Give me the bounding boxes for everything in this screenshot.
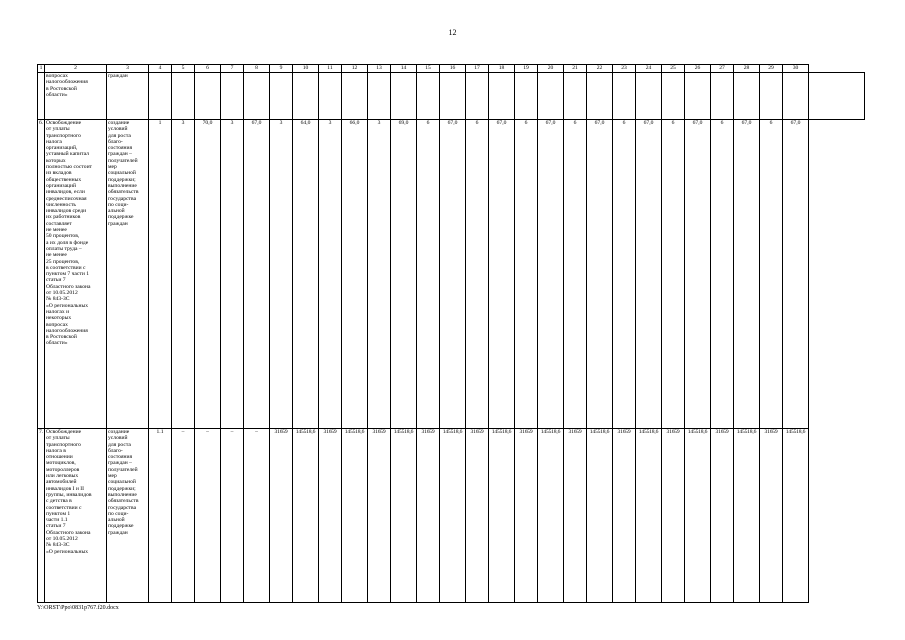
value-cell: 3 bbox=[172, 120, 195, 429]
value-cell: 3 bbox=[368, 120, 391, 429]
table-row-continued bbox=[38, 73, 865, 120]
value-cell: 6 bbox=[466, 120, 489, 429]
value-cell: 1.1 bbox=[149, 429, 172, 603]
table-row-6 bbox=[38, 120, 865, 429]
value-cell: 145518,6 bbox=[538, 429, 564, 603]
measure-goal-cell: граждан bbox=[107, 73, 149, 120]
indicator-table bbox=[37, 64, 865, 603]
value-cell: – bbox=[244, 429, 270, 603]
header-cell: 4 bbox=[149, 65, 172, 73]
header-cell: 19 bbox=[515, 65, 538, 73]
value-cell: 145518,6 bbox=[342, 429, 368, 603]
value-cell: 3 bbox=[270, 120, 293, 429]
header-cell: 18 bbox=[489, 65, 515, 73]
measure-description-cell: Освобождение от уплаты транспортного налога в отношении мотоциклов, мотороллеров или легковых автомобилей инвалидов I и II группы, инвалидов с детства в соответствии с пунктом 1 части 1.1 статьи 7 Областного закона от 10.05.2012 № 843-ЗС «О региональных bbox=[45, 429, 107, 603]
value-cell: 31659 bbox=[711, 429, 734, 603]
value-cell bbox=[489, 73, 515, 120]
value-cell bbox=[783, 73, 809, 120]
value-cell: 31659 bbox=[564, 429, 587, 603]
page-number: 12 bbox=[448, 28, 457, 37]
value-cell: – bbox=[221, 429, 244, 603]
value-cell bbox=[711, 73, 734, 120]
value-cell: 31659 bbox=[662, 429, 685, 603]
value-cell bbox=[270, 73, 293, 120]
value-cell bbox=[515, 73, 538, 120]
header-cell: 9 bbox=[270, 65, 293, 73]
header-row bbox=[38, 65, 865, 73]
header-cell: 29 bbox=[760, 65, 783, 73]
value-cell bbox=[293, 73, 319, 120]
value-cell bbox=[342, 73, 368, 120]
value-cell: 67,0 bbox=[734, 120, 760, 429]
header-cell: 25 bbox=[662, 65, 685, 73]
value-cell bbox=[564, 73, 587, 120]
value-cell: 145518,6 bbox=[489, 429, 515, 603]
value-cell: 31659 bbox=[466, 429, 489, 603]
measure-description-cell: Освобождение от уплаты транспортного налога организаций, уставный капитал которых полностью состоит из вкладов общественных организаций инвалидов, если среднесписочная численность инвалидов среди их работников составляет не менее 50 процентов, а их доля в фонде оплаты труда – не менее 25 процентов, в соответствии с пунктом 7 части 1 статьи 7 Областного закона от 10.05.2012 № 843-ЗС «О региональных налогах и некоторых вопросах налогообложения в Ростовской области» bbox=[45, 120, 107, 429]
value-cell: 70,0 bbox=[195, 120, 221, 429]
header-cell: 13 bbox=[368, 65, 391, 73]
value-cell: 145518,6 bbox=[685, 429, 711, 603]
value-cell: 69,0 bbox=[391, 120, 417, 429]
value-cell: 6 bbox=[760, 120, 783, 429]
value-cell bbox=[319, 73, 342, 120]
value-cell: 145518,6 bbox=[391, 429, 417, 603]
header-cell: 16 bbox=[440, 65, 466, 73]
value-cell bbox=[417, 73, 440, 120]
value-cell: – bbox=[172, 429, 195, 603]
value-cell bbox=[195, 73, 221, 120]
value-cell: 3 bbox=[319, 120, 342, 429]
value-cell: 31659 bbox=[417, 429, 440, 603]
measure-goal-cell: создание условий для роста благо- состояния граждан – получателей мер социальной поддержки; выполнение обязательств государства по соци- альной поддержке граждан bbox=[107, 429, 149, 603]
value-cell: 145518,6 bbox=[293, 429, 319, 603]
value-cell: – bbox=[195, 429, 221, 603]
value-cell bbox=[391, 73, 417, 120]
value-cell: 6 bbox=[515, 120, 538, 429]
value-cell bbox=[613, 73, 636, 120]
value-cell bbox=[221, 73, 244, 120]
header-cell: 21 bbox=[564, 65, 587, 73]
value-cell: 67,0 bbox=[440, 120, 466, 429]
value-cell: 31659 bbox=[760, 429, 783, 603]
value-cell bbox=[172, 73, 195, 120]
value-cell: 6 bbox=[711, 120, 734, 429]
value-cell bbox=[440, 73, 466, 120]
header-cell: 2 bbox=[45, 65, 107, 73]
value-cell: 6 bbox=[564, 120, 587, 429]
header-cell: 3 bbox=[107, 65, 149, 73]
header-cell: 14 bbox=[391, 65, 417, 73]
value-cell: 145518,6 bbox=[587, 429, 613, 603]
value-cell: 67,0 bbox=[538, 120, 564, 429]
header-cell: 8 bbox=[244, 65, 270, 73]
measure-description-cell: вопросах налогообложения в Ростовской области» bbox=[45, 73, 107, 120]
row-number-cell: 6. bbox=[38, 120, 45, 429]
header-cell: 24 bbox=[636, 65, 662, 73]
value-cell: 3 bbox=[221, 120, 244, 429]
header-cell: 10 bbox=[293, 65, 319, 73]
value-cell bbox=[685, 73, 711, 120]
header-cell: 11 bbox=[319, 65, 342, 73]
value-cell bbox=[809, 73, 865, 120]
value-cell bbox=[760, 73, 783, 120]
value-cell: 31659 bbox=[319, 429, 342, 603]
value-cell: 67,0 bbox=[636, 120, 662, 429]
header-cell: 5 bbox=[172, 65, 195, 73]
row-number-cell: 7. bbox=[38, 429, 45, 603]
value-cell: 6 bbox=[417, 120, 440, 429]
value-cell: 66,0 bbox=[342, 120, 368, 429]
value-cell: 145518,6 bbox=[783, 429, 809, 603]
header-cell: 12 bbox=[342, 65, 368, 73]
header-cell: 7 bbox=[221, 65, 244, 73]
header-cell: 23 bbox=[613, 65, 636, 73]
value-cell: 31659 bbox=[270, 429, 293, 603]
header-cell: 26 bbox=[685, 65, 711, 73]
value-cell: 145518,6 bbox=[734, 429, 760, 603]
value-cell bbox=[538, 73, 564, 120]
value-cell: 67,0 bbox=[489, 120, 515, 429]
value-cell bbox=[734, 73, 760, 120]
value-cell: 67,0 bbox=[244, 120, 270, 429]
row-number-cell bbox=[38, 73, 45, 120]
value-cell: 31659 bbox=[368, 429, 391, 603]
value-cell: 31659 bbox=[515, 429, 538, 603]
value-cell bbox=[244, 73, 270, 120]
value-cell: 31659 bbox=[613, 429, 636, 603]
header-cell: 22 bbox=[587, 65, 613, 73]
header-cell: 1 bbox=[38, 65, 45, 73]
value-cell bbox=[368, 73, 391, 120]
value-cell bbox=[587, 73, 613, 120]
value-cell: 145518,6 bbox=[440, 429, 466, 603]
value-cell bbox=[636, 73, 662, 120]
value-cell: 1 bbox=[149, 120, 172, 429]
table-row-7 bbox=[38, 429, 865, 603]
header-cell: 6 bbox=[195, 65, 221, 73]
value-cell: 6 bbox=[662, 120, 685, 429]
value-cell: 64,0 bbox=[293, 120, 319, 429]
value-cell: 67,0 bbox=[587, 120, 613, 429]
header-cell: 17 bbox=[466, 65, 489, 73]
value-cell bbox=[466, 73, 489, 120]
value-cell bbox=[149, 73, 172, 120]
header-cell: 28 bbox=[734, 65, 760, 73]
value-cell: 67,0 bbox=[783, 120, 809, 429]
header-cell: 27 bbox=[711, 65, 734, 73]
value-cell: 67,0 bbox=[685, 120, 711, 429]
value-cell bbox=[662, 73, 685, 120]
document-path-footer: Y:\ORST\Ppo\0831p767.f20.docx bbox=[37, 605, 119, 611]
measure-goal-cell: создание условий для роста благо- состояния граждан – получателей мер социальной поддержки; выполнение обязательств государства по соци- альной поддержке граждан bbox=[107, 120, 149, 429]
header-cell: 30 bbox=[783, 65, 809, 73]
header-cell: 15 bbox=[417, 65, 440, 73]
value-cell: 145518,6 bbox=[636, 429, 662, 603]
value-cell: 6 bbox=[613, 120, 636, 429]
header-cell: 20 bbox=[538, 65, 564, 73]
